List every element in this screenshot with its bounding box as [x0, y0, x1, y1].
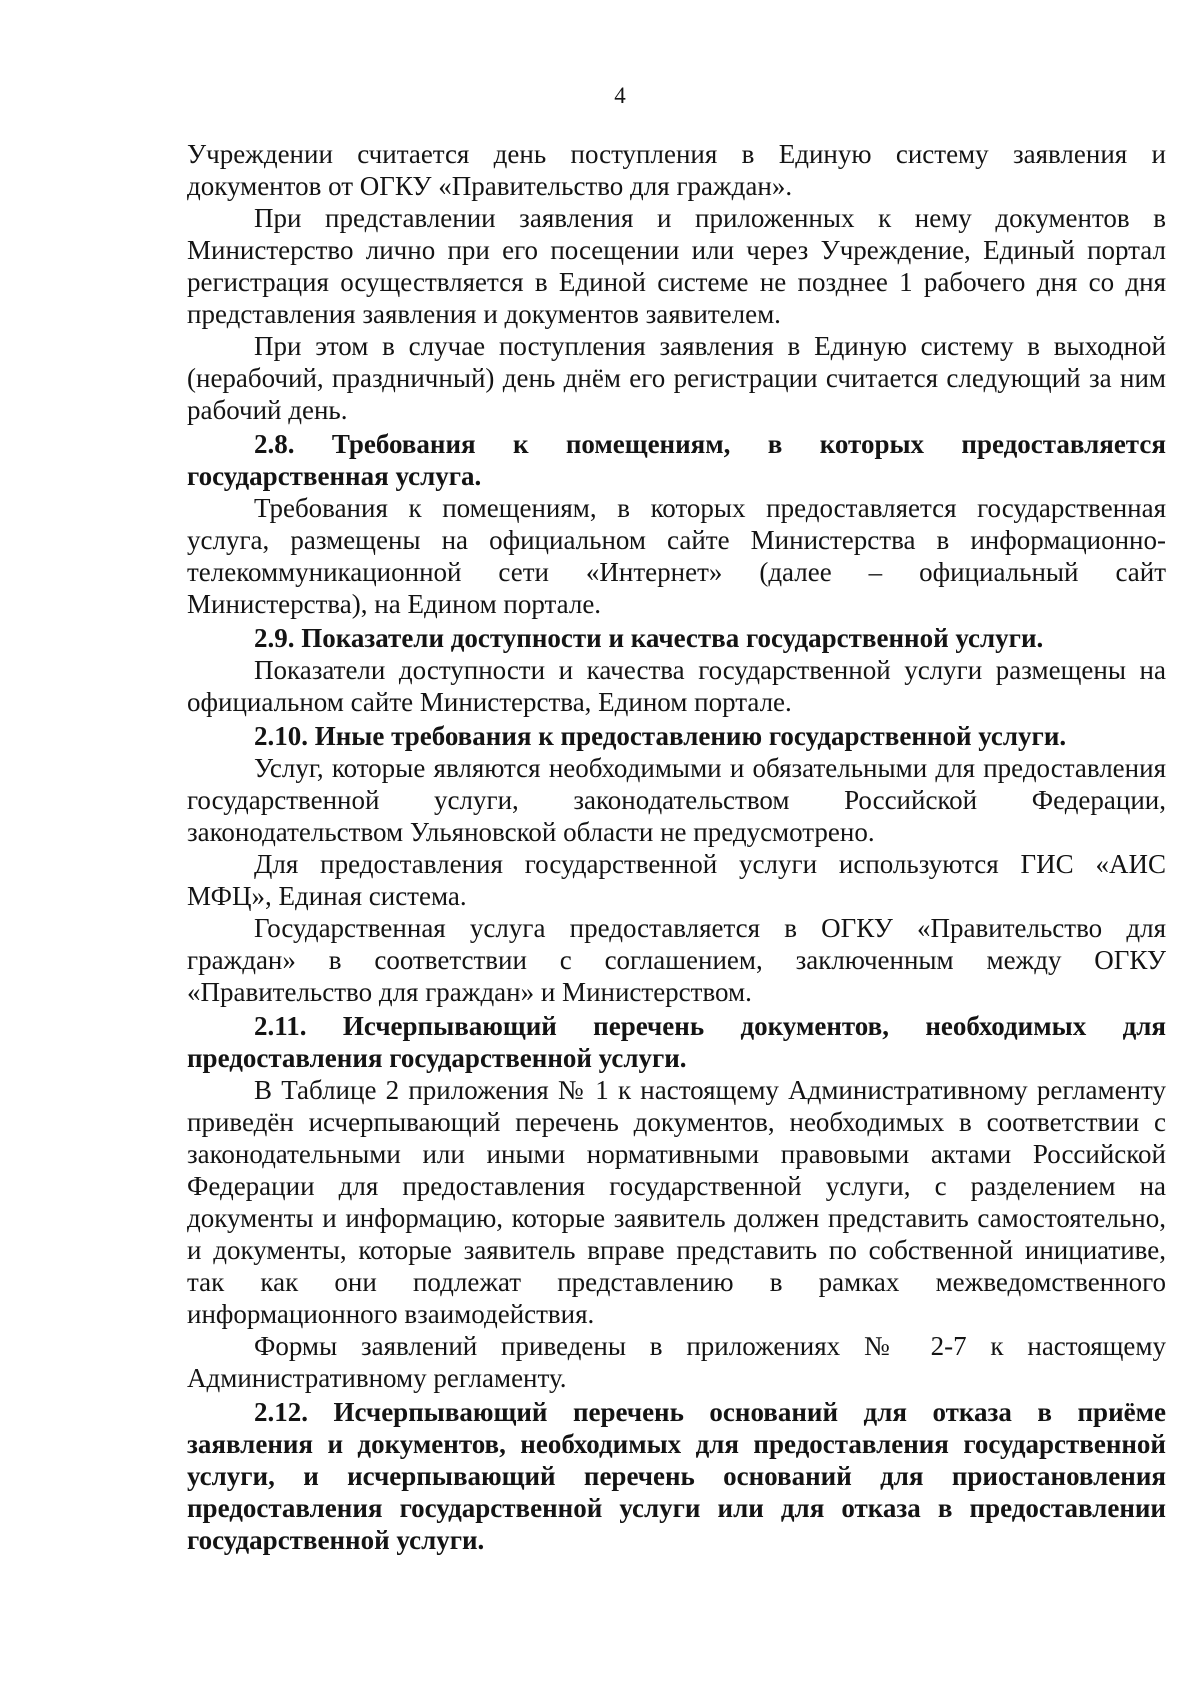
paragraph-required-services: Услуг, которые являются необходимыми и обязательными для предоставления государственной услуги, законодательством Российской Федерации, законодательством Ульяновской области не предусмотрено.	[187, 753, 1166, 847]
section-heading-2-11: 2.11. Исчерпывающий перечень документов, необходимых для предоставления государственной услуги.	[187, 1011, 1166, 1073]
paragraph-premises-requirements: Требования к помещениям, в которых предоставляется государственная услуга, размещены на официальном сайте Министерства в информационно-телекоммуникационной сети «Интернет» (далее – официальный сайт Министерства), на Едином портале.	[187, 493, 1166, 619]
paragraph-application-forms: Формы заявлений приведены в приложениях № 2-7 к настоящему Административному регламенту.	[187, 1331, 1166, 1393]
section-heading-2-9: 2.9. Показатели доступности и качества государственной услуги.	[254, 623, 1044, 653]
section-heading-2-12: 2.12. Исчерпывающий перечень оснований для отказа в приёме заявления и документов, необходимых для предоставления государственной услуги, и исчерпывающий перечень оснований для приостановления предоставления государственной услуги или для отказа в предоставлении государственной услуги.	[187, 1397, 1166, 1555]
paragraph-accessibility-indicators: Показатели доступности и качества государственной услуги размещены на официальном сайте Министерства, Едином портале.	[187, 655, 1166, 717]
page-number: 4	[614, 83, 626, 108]
paragraph-document-list: В Таблице 2 приложения № 1 к настоящему Административному регламенту приведён исчерпывающий перечень документов, необходимых в соответствии с законодательными или иными нормативными правовыми актами Российской Федерации для предоставления государственной услуги, с разделением на документы и информацию, которые заявитель должен представить самостоятельно, и документы, которые заявитель вправе представить по собственной инициативе, так как они подлежат представлению в рамках межведомственного информационного взаимодействия.	[187, 1075, 1166, 1329]
paragraph-registration: При представлении заявления и приложенных к нему документов в Министерство лично при его посещении или через Учреждение, Единый портал регистрация осуществляется в Единой системе не позднее 1 рабочего дня со дня представления заявления и документов заявителем.	[187, 203, 1166, 329]
document-body	[187, 138, 1166, 1556]
section-heading-2-8: 2.8. Требования к помещениям, в которых предоставляется государственная услуга.	[187, 429, 1166, 491]
section-heading-2-10: 2.10. Иные требования к предоставлению государственной услуги.	[254, 721, 1067, 751]
paragraph-continuation: Учреждении считается день поступления в Единую систему заявления и документов от ОГКУ «Правительство для граждан».	[187, 139, 1166, 201]
paragraph-information-systems: Для предоставления государственной услуги используются ГИС «АИС МФЦ», Единая система.	[187, 849, 1166, 911]
paragraph-mfc-agreement: Государственная услуга предоставляется в ОГКУ «Правительство для граждан» в соответствии с соглашением, заключенным между ОГКУ «Правительство для граждан» и Министерством.	[187, 913, 1166, 1007]
paragraph-weekend-registration: При этом в случае поступления заявления в Единую систему в выходной (нерабочий, праздничный) день днём его регистрации считается следующий за ним рабочий день.	[187, 331, 1166, 425]
